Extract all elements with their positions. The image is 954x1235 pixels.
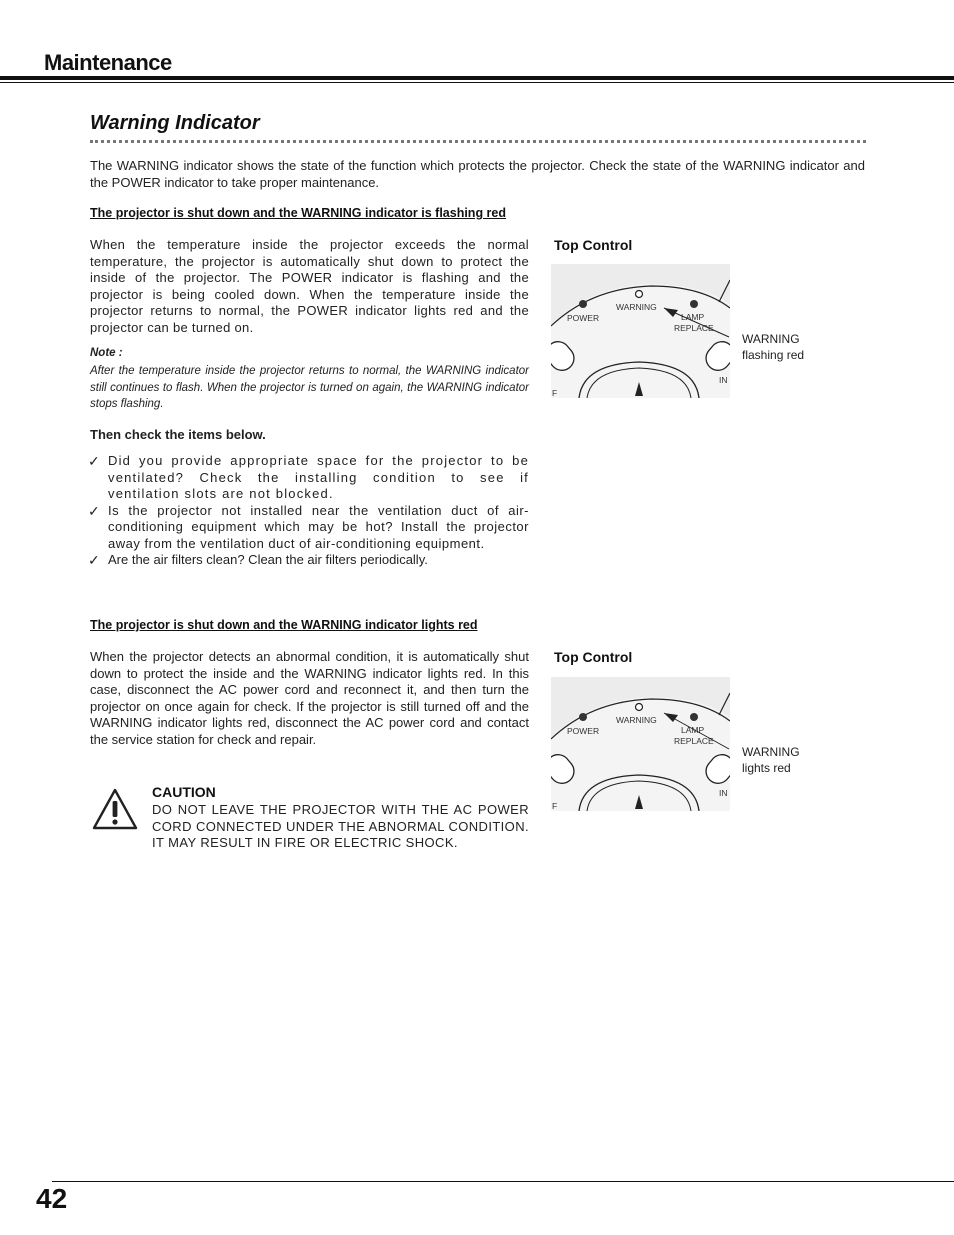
callout-line: lights red [742,761,791,775]
flashing-heading: The projector is shut down and the WARNING indicator is flashing red [90,206,507,220]
intro-paragraph: The WARNING indicator shows the state of the function which protects the projector. Check the state of the WARNING indicator and the POWER indicator to take proper maintenance. [90,158,865,190]
lamp-text: LAMP [681,312,705,322]
lights-body: When the projector detects an abnormal condition, it is automatically shut down to protect the inside and the WARNING indicator lights red. In this case, disconnect the AC power cord and reconnect it, and then turn the projector on once again for check. If the projector is still turned off and the WARNING indicator lights red, disconnect the AC power cord and contact the service station for check and repair. [90,649,529,747]
note-label: Note : [90,347,123,359]
list-item [88,552,529,569]
caution-title: CAUTION [152,784,216,800]
warning-led-icon [636,291,643,298]
page-number: 42 [36,1183,68,1214]
flashing-callout [742,331,804,363]
power-led-icon [579,300,587,308]
check-icon: ✓ [88,453,101,469]
footer-rule [52,1181,954,1182]
lamp-text: LAMP [681,725,705,735]
replace-text: REPLACE [674,736,714,746]
lights-callout [742,744,800,776]
check-icon: ✓ [88,552,100,568]
power-text: POWER [567,313,600,323]
lamp-led-icon [690,713,698,721]
top-control-label: Top Control [554,649,633,665]
lamp-led-icon [690,300,698,308]
warning-text: WARNING [616,302,657,312]
top-control-panel-diagram [551,677,730,811]
left-letter-text: F [552,388,558,398]
checklist [88,453,529,569]
list-item [88,503,529,553]
warning-led-icon [636,704,643,711]
header-rule [0,76,954,80]
power-text: POWER [567,726,600,736]
check-text: Is the projector not installed near the ventilation duct of air-conditioning equipment which may be hot? Install the projector away from the ventilation duct of air-conditioning equipment. [108,502,529,551]
right-letters-text: IN [719,788,728,798]
check-text: Did you provide appropriate space for the projector to be ventilated? Check the installing condition to see if ventilation slots are not blocked. [108,453,529,501]
power-led-icon [579,713,587,721]
left-letter-text: F [552,801,558,811]
lights-heading: The projector is shut down and the WARNING indicator lights red [90,618,478,632]
top-control-label: Top Control [554,237,633,253]
check-heading: Then check the items below. [90,427,266,442]
warning-text: WARNING [616,715,657,725]
header-rule-thin [0,82,954,83]
check-icon: ✓ [88,502,101,519]
list-item [88,453,529,503]
dotted-divider [90,140,866,143]
top-control-panel-diagram [551,264,730,398]
callout-line: flashing red [742,348,805,362]
warning-triangle-icon [92,788,138,830]
replace-text: REPLACE [674,323,714,333]
check-text: Are the air filters clean? Clean the air filters periodically. [108,552,428,567]
chapter-title: Maintenance [44,50,172,75]
callout-line: WARNING [742,332,800,346]
right-letters-text: IN [719,375,728,385]
callout-line: WARNING [742,745,800,759]
note-text: After the temperature inside the projector returns to normal, the WARNING indicator still continues to flash. When the projector is turned on again, the WARNING indicator stops flashing. [90,365,529,410]
section-title: Warning Indicator [90,112,260,134]
flashing-body: When the temperature inside the projector exceeds the normal temperature, the projector is automatically shut down to protect the inside of the projector. The POWER indicator is flashing and the projector is being cooled down. When the temperature inside the projector returns to normal, the POWER indicator lights red and the projector can be turned on. [90,237,529,335]
caution-text: DO NOT LEAVE THE PROJECTOR WITH THE AC POWER CORD CONNECTED UNDER THE ABNORMAL CONDITION. IT MAY RESULT IN FIRE OR ELECTRIC SHOCK. [152,802,529,850]
